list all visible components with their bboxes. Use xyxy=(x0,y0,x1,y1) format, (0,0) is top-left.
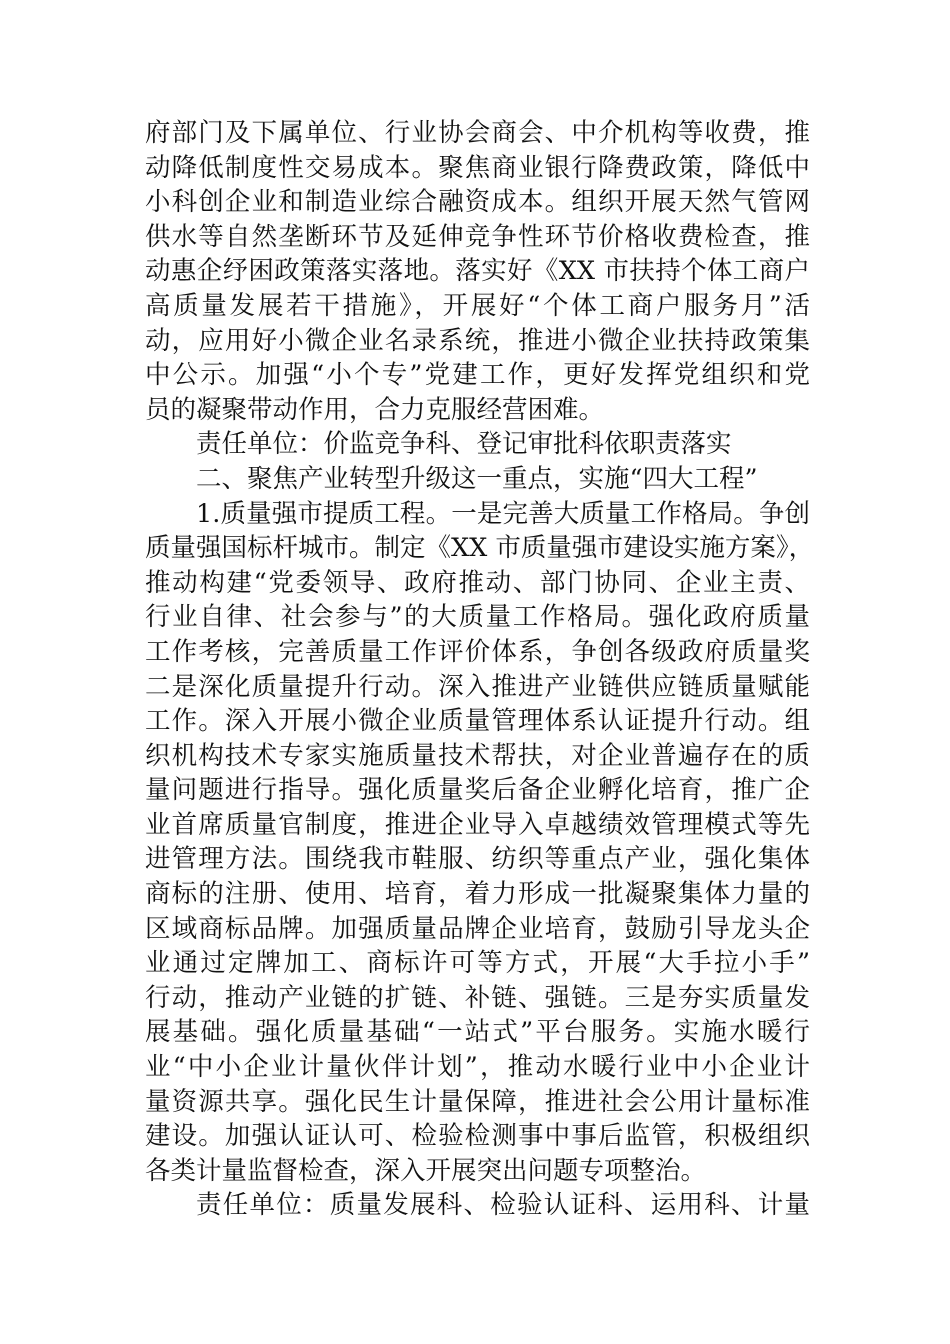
text-line: 商标的注册、使用、培育，着力形成一批凝聚集体力量的 xyxy=(145,879,810,910)
text-line: 高质量发展若干措施》，开展好“个体工商户服务月”活 xyxy=(145,290,810,321)
text-line: 进管理方法。围绕我市鞋服、纺织等重点产业，强化集体 xyxy=(145,844,810,875)
text-line: 量问题进行指导。强化质量奖后备企业孵化培育，推广企 xyxy=(145,775,810,806)
text-line: 量资源共享。强化民生计量保障，推进社会公用计量标准 xyxy=(145,1086,810,1117)
text-line: 二、聚焦产业转型升级这一重点，实施“四大工程” xyxy=(196,463,758,494)
text-line: 动，应用好小微企业名录系统，推进小微企业扶持政策集 xyxy=(145,325,810,356)
document-body xyxy=(145,116,815,1223)
text-line: 行业自律、社会参与”的大质量工作格局。强化政府质量 xyxy=(145,602,810,633)
text-line: 各类计量监督检查，深入开展突出问题专项整治。 xyxy=(145,1155,707,1186)
text-line: 动降低制度性交易成本。聚焦商业银行降费政策，降低中 xyxy=(145,152,810,183)
text-line: 业通过定牌加工、商标许可等方式，开展“大手拉小手” xyxy=(145,948,810,979)
text-line: 责任单位：质量发展科、检验认证科、运用科、计量 xyxy=(196,1190,810,1221)
text-line: 小科创企业和制造业综合融资成本。组织开展天然气管网 xyxy=(145,187,810,218)
text-line: 织机构技术专家实施质量技术帮扶，对企业普遍存在的质 xyxy=(145,740,810,771)
text-line: 责任单位：价监竞争科、登记审批科依职责落实 xyxy=(196,429,732,460)
text-line: 质量强国标杆城市。制定《XX 市质量强市建设实施方案》， xyxy=(145,533,815,564)
text-line: 1.质量强市提质工程。一是完善大质量工作格局。争创 xyxy=(196,498,810,529)
text-line: 区域商标品牌。加强质量品牌企业培育，鼓励引导龙头企 xyxy=(145,913,810,944)
text-line: 工作考核，完善质量工作评价体系，争创各级政府质量奖 xyxy=(145,636,810,667)
text-line: 中公示。加强“小个专”党建工作，更好发挥党组织和党 xyxy=(145,360,810,391)
text-line: 二是深化质量提升行动。深入推进产业链供应链质量赋能 xyxy=(145,671,810,702)
text-line: 动惠企纾困政策落实落地。落实好《XX 市扶持个体工商户 xyxy=(145,256,810,287)
text-line: 业“中小企业计量伙伴计划”，推动水暖行业中小企业计 xyxy=(145,1052,810,1083)
text-line: 行动，推动产业链的扩链、补链、强链。三是夯实质量发 xyxy=(145,982,810,1013)
text-line: 推动构建“党委领导、政府推动、部门协同、企业主责、 xyxy=(145,567,810,598)
text-line: 员的凝聚带动作用，合力克服经营困难。 xyxy=(145,394,605,425)
text-line: 建设。加强认证认可、检验检测事中事后监管，积极组织 xyxy=(145,1121,810,1152)
text-line: 业首席质量官制度，推进企业导入卓越绩效管理模式等先 xyxy=(145,809,810,840)
text-line: 展基础。强化质量基础“一站式”平台服务。实施水暖行 xyxy=(145,1017,810,1048)
text-line: 供水等自然垄断环节及延伸竞争性环节价格收费检查，推 xyxy=(145,221,810,252)
text-line: 府部门及下属单位、行业协会商会、中介机构等收费，推 xyxy=(145,118,810,148)
text-line: 工作。深入开展小微企业质量管理体系认证提升行动。组 xyxy=(145,706,810,737)
